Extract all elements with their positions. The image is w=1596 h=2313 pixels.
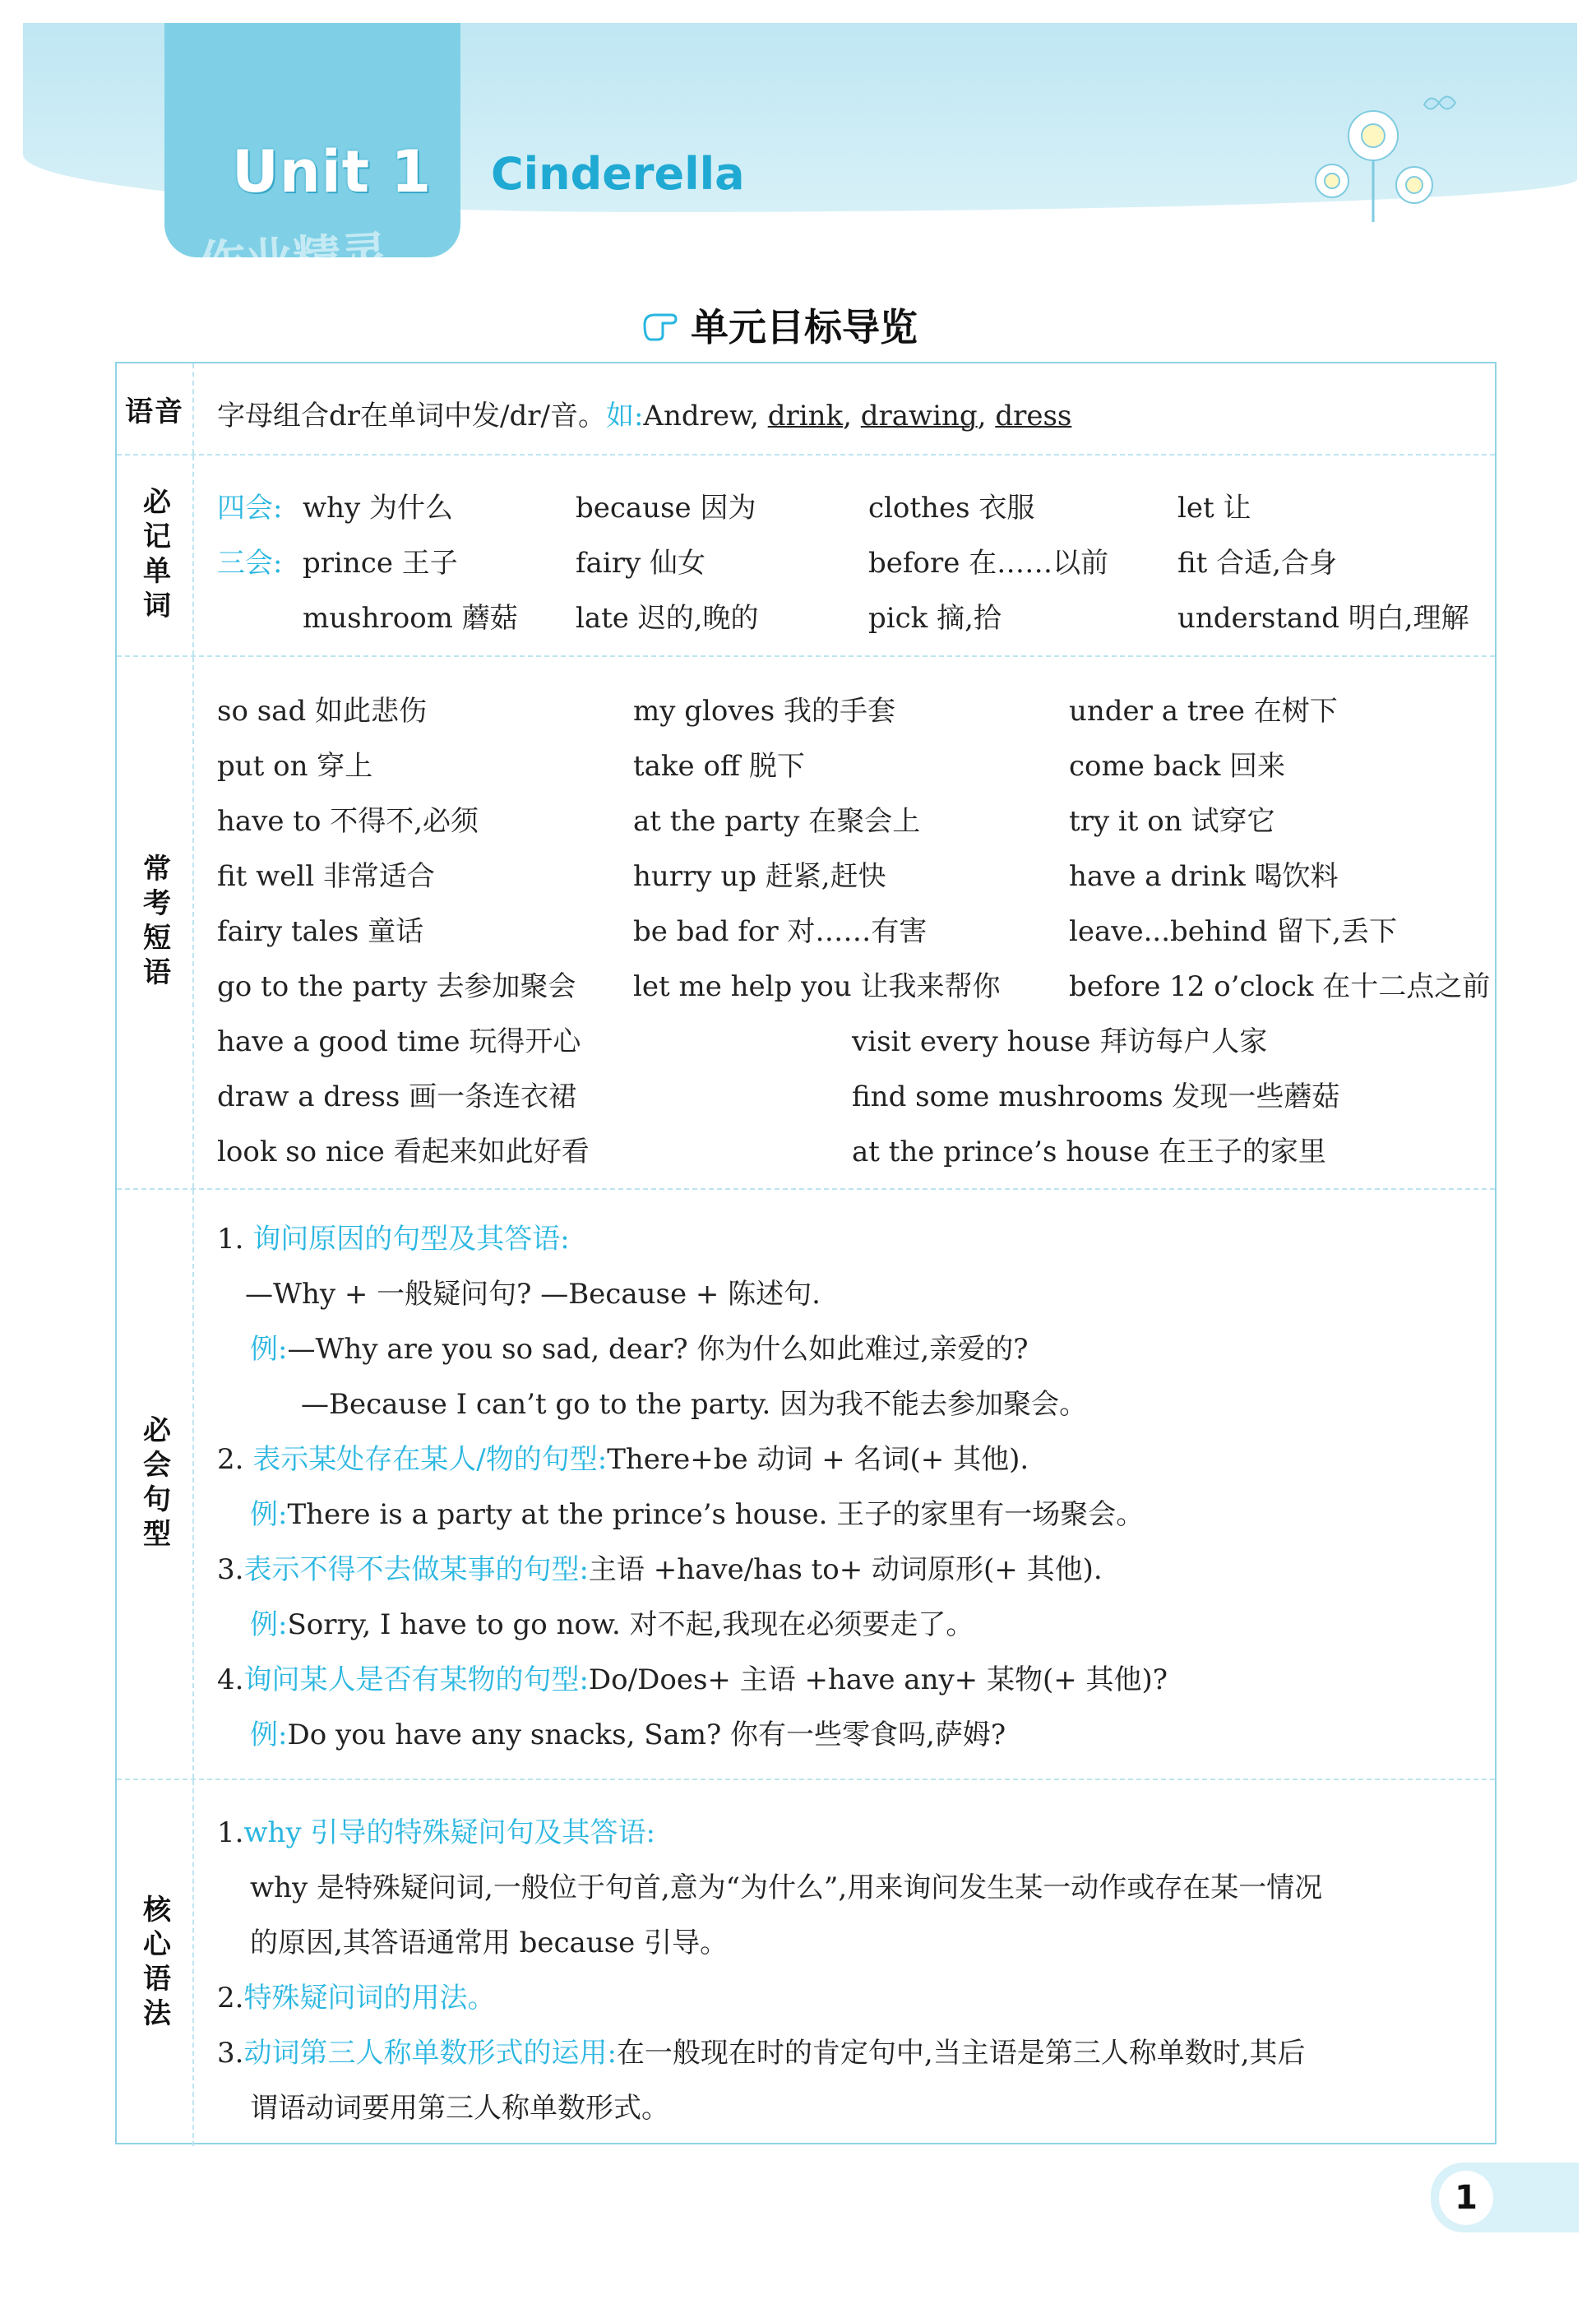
example-line bbox=[250, 1712, 1006, 1752]
grammar-3-heading bbox=[217, 2030, 1306, 2070]
sentence-4-heading bbox=[217, 1657, 1168, 1697]
phrase-item: let me help you 让我来帮你 bbox=[633, 970, 1001, 1003]
grammar-text: 的原因,其答语通常用 because 引导。 bbox=[250, 1927, 729, 1959]
grammar-text: 在一般现在时的肯定句中,当主语是第三人称单数时,其后 bbox=[616, 2037, 1306, 2070]
phrase-item: at the party 在聚会上 bbox=[633, 805, 921, 838]
phrase-item: hurry up 赶紧,赶快 bbox=[633, 860, 886, 893]
watermark: 作业精灵 bbox=[196, 225, 390, 293]
item-number: 4. bbox=[217, 1663, 244, 1696]
sentence-title: 询问某人是否有某物的句型: bbox=[243, 1663, 589, 1696]
word-item: why 为什么 bbox=[303, 492, 454, 525]
sentence-title: 表示不得不去做某事的句型: bbox=[243, 1553, 589, 1586]
phrase-item: draw a dress 画一条连衣裙 bbox=[217, 1080, 577, 1113]
row-phonics bbox=[117, 363, 1495, 456]
label-phrases: 常考短语 bbox=[137, 853, 171, 992]
eg-label: 例: bbox=[250, 1498, 288, 1531]
sentence-2-heading bbox=[217, 1436, 1029, 1477]
row-label bbox=[117, 1780, 194, 2146]
item-number: 2. bbox=[217, 1443, 244, 1476]
item-number: 3. bbox=[217, 2037, 244, 2070]
grammar-2-heading bbox=[217, 1975, 495, 2015]
label-grammar: 核心语法 bbox=[137, 1894, 171, 2033]
example-line bbox=[250, 1326, 1028, 1367]
separator: , bbox=[750, 400, 768, 433]
phrase-item: so sad 如此悲伤 bbox=[217, 695, 428, 728]
row-phrases bbox=[117, 657, 1495, 1190]
row-label bbox=[117, 456, 194, 655]
phrase-item: come back 回来 bbox=[1069, 750, 1286, 783]
lesson-title: Cinderella bbox=[491, 148, 745, 200]
word-andrew: Andrew bbox=[643, 400, 751, 433]
word-item: let 让 bbox=[1177, 492, 1251, 525]
phonics-line bbox=[217, 393, 1071, 433]
page-number: 1 bbox=[1439, 2171, 1493, 2225]
item-number: 2. bbox=[217, 1982, 244, 2015]
example-line bbox=[250, 1602, 974, 1642]
phrase-item: have to 不得不,必须 bbox=[217, 805, 479, 838]
example-text: Sorry, I have to go now. 对不起,我现在必须要走了。 bbox=[287, 1608, 974, 1641]
section-heading bbox=[641, 298, 918, 352]
unit-title: Unit 1 bbox=[232, 138, 433, 206]
word-item: fairy 仙女 bbox=[576, 547, 705, 580]
word-item: clothes 衣服 bbox=[868, 492, 1035, 525]
phrase-item: fit well 非常适合 bbox=[217, 860, 435, 893]
grammar-text: 谓语动词要用第三人称单数形式。 bbox=[250, 2092, 669, 2125]
sentence-pattern: —Why + 一般疑问句? —Because + 陈述句. bbox=[245, 1278, 821, 1311]
word-item: before 在……以前 bbox=[868, 547, 1109, 580]
item-number: 1. bbox=[217, 1223, 244, 1256]
word-dress: dress bbox=[995, 400, 1072, 433]
row-label bbox=[117, 363, 194, 454]
phrase-item: my gloves 我的手套 bbox=[633, 695, 895, 728]
row-sentences bbox=[117, 1190, 1495, 1780]
example-line bbox=[250, 1492, 1144, 1532]
grammar-title: why 引导的特殊疑问句及其答语: bbox=[243, 1816, 655, 1849]
sentence-1-heading bbox=[217, 1216, 570, 1256]
word-item: prince 王子 bbox=[303, 547, 458, 580]
phrase-item: have a good time 玩得开心 bbox=[217, 1025, 581, 1058]
sentence-3-heading bbox=[217, 1547, 1103, 1587]
phonics-text: 字母组合dr在单词中发/dr/音。 bbox=[217, 400, 606, 433]
sentence-title: 询问原因的句型及其答语: bbox=[252, 1223, 570, 1256]
grammar-title: 特殊疑问词的用法。 bbox=[243, 1982, 496, 2015]
word-drawing: drawing bbox=[860, 400, 978, 433]
label-phonics: 语音 bbox=[125, 395, 184, 428]
sanhui-label: 三会: bbox=[217, 547, 283, 580]
phrase-item: try it on 试穿它 bbox=[1069, 805, 1275, 838]
grammar-text: why 是特殊疑问词,一般位于句首,意为“为什么”,用来询问发生某一动作或存在某一情况 bbox=[250, 1871, 1323, 1904]
phrase-item: take off 脱下 bbox=[633, 750, 805, 783]
row-words bbox=[117, 456, 1495, 657]
phrase-item: visit every house 拜访每户人家 bbox=[852, 1025, 1268, 1058]
separator: , bbox=[843, 400, 861, 433]
sentence-pattern: 主语 +have/has to+ 动词原形(+ 其他). bbox=[588, 1553, 1103, 1586]
eg-label: 例: bbox=[250, 1608, 288, 1641]
eg-label: 例: bbox=[250, 1719, 288, 1751]
word-item: fit 合适,合身 bbox=[1177, 547, 1337, 580]
pointing-hand-icon bbox=[641, 308, 679, 341]
word-item: mushroom 蘑菇 bbox=[303, 602, 518, 635]
sentence-pattern: Do/Does+ 主语 +have any+ 某物(+ 其他)? bbox=[588, 1663, 1168, 1696]
example-text: —Why are you so sad, dear? 你为什么如此难过,亲爱的? bbox=[287, 1333, 1029, 1366]
eg-label: 例: bbox=[250, 1333, 288, 1366]
phrase-item: have a drink 喝饮料 bbox=[1069, 860, 1339, 893]
word-item: late 迟的,晚的 bbox=[576, 602, 759, 635]
sentence-title: 表示某处存在某人/物的句型: bbox=[252, 1443, 608, 1476]
label-sentences: 必会句型 bbox=[137, 1415, 171, 1553]
row-label bbox=[117, 657, 194, 1188]
section-heading-text: 单元目标导览 bbox=[691, 305, 918, 349]
goals-table bbox=[115, 362, 1497, 2144]
grammar-title: 动词第三人称单数形式的运用: bbox=[243, 2037, 617, 2070]
phrase-item: fairy tales 童话 bbox=[217, 915, 424, 948]
item-number: 3. bbox=[217, 1553, 244, 1586]
flower-butterfly-decoration bbox=[1299, 78, 1464, 226]
row-label bbox=[117, 1190, 194, 1779]
phrase-item: find some mushrooms 发现一些蘑菇 bbox=[852, 1080, 1340, 1113]
example-text: —Because I can’t go to the party. 因为我不能去参加聚会。 bbox=[301, 1388, 1088, 1421]
phrase-item: go to the party 去参加聚会 bbox=[217, 970, 576, 1003]
sentence-pattern: There+be 动词 + 名词(+ 其他). bbox=[607, 1443, 1029, 1476]
phrase-item: look so nice 看起来如此好看 bbox=[217, 1136, 590, 1168]
sihui-label: 四会: bbox=[217, 492, 283, 525]
phrase-item: put on 穿上 bbox=[217, 750, 373, 783]
word-drink: drink bbox=[767, 400, 844, 433]
phrase-item: at the prince’s house 在王子的家里 bbox=[852, 1136, 1326, 1168]
item-number: 1. bbox=[217, 1816, 244, 1849]
phrase-item: leave...behind 留下,丢下 bbox=[1069, 915, 1397, 948]
word-item: understand 明白,理解 bbox=[1177, 602, 1469, 635]
phrase-item: under a tree 在树下 bbox=[1069, 695, 1338, 728]
phrase-item: be bad for 对……有害 bbox=[633, 915, 928, 948]
row-grammar bbox=[117, 1780, 1495, 2146]
word-item: because 因为 bbox=[576, 492, 756, 525]
eg-label: 如: bbox=[605, 400, 644, 433]
phrase-item: before 12 o’clock 在十二点之前 bbox=[1069, 970, 1491, 1003]
word-item: pick 摘,拾 bbox=[868, 602, 1002, 635]
example-text: Do you have any snacks, Sam? 你有一些零食吗,萨姆? bbox=[287, 1719, 1006, 1751]
separator: , bbox=[977, 400, 996, 433]
label-words: 必记单词 bbox=[137, 486, 171, 625]
example-text: There is a party at the prince’s house. 王子的家里有一场聚会。 bbox=[287, 1498, 1145, 1531]
grammar-1-heading bbox=[217, 1810, 655, 1850]
